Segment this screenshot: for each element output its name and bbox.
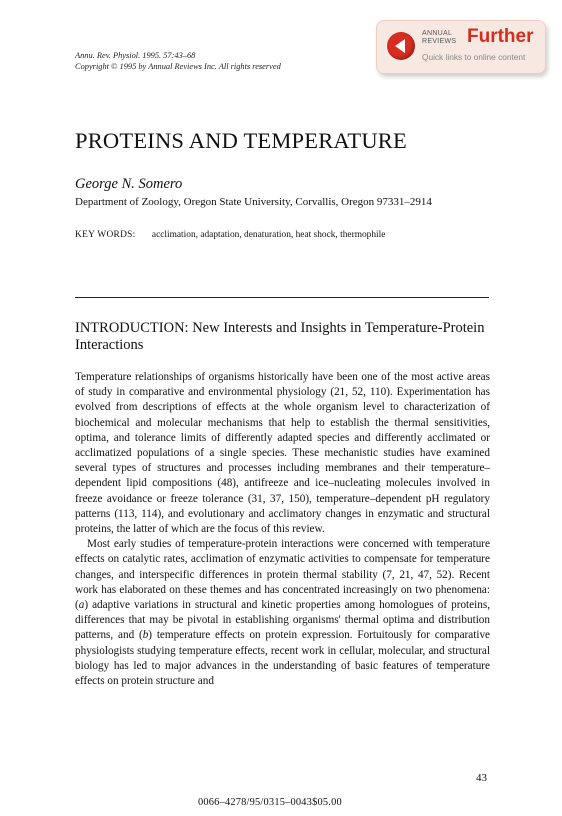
badge-tagline: Quick links to online content xyxy=(422,52,526,62)
play-arrow-icon xyxy=(387,32,415,60)
article-title: PROTEINS AND TEMPERATURE xyxy=(75,128,407,153)
article-body xyxy=(75,370,490,689)
badge-annual-text: ANNUAL xyxy=(422,30,453,37)
citation-line-2: Copyright © 1995 by Annual Reviews Inc. All rights reserved xyxy=(75,62,281,71)
list-marker-a: a xyxy=(78,599,85,612)
article-fee-code: 0066–4278/95/0315–0043$05.00 xyxy=(198,797,342,808)
journal-citation xyxy=(75,50,281,72)
author-name: George N. Somero xyxy=(75,176,183,192)
keywords-list: acclimation, adaptation, denaturation, heat shock, thermophile xyxy=(151,230,386,240)
paragraph-2-part-c: ) temperature effects on protein expression. Fortuitously for comparative physiologists studying temperature effects, recent work in cellular, molecular, and structural biology has led to major advances in the understanding of basic features of temperature effects on protein structure and xyxy=(75,629,491,688)
keywords xyxy=(75,230,385,240)
section-divider xyxy=(75,297,489,298)
author-affiliation: Department of Zoology, Oregon State University, Corvallis, Oregon 97331–2914 xyxy=(75,196,432,208)
page-number: 43 xyxy=(476,772,487,784)
badge-reviews-text: REVIEWS xyxy=(422,38,457,45)
keywords-label: KEY WORDS: xyxy=(75,230,136,240)
section-heading: INTRODUCTION: New Interests and Insights in Temperature-Protein Interactions xyxy=(75,320,485,353)
paragraph-2-part-a: Most early studies of temperature-protein interactions were concerned with temperature effects on catalytic rates, acclimation of enzymatic activities to compensate for temperature changes, and interspecific differences in protein thermal stability (7, 21, 47, 52). Recent work has elaborated on these themes and has concentrated increasingly on two phenomena: ( xyxy=(75,538,490,612)
citation-line-1: Annu. Rev. Physiol. 1995. 57:43–68 xyxy=(75,51,196,60)
badge-publisher-name xyxy=(422,30,462,46)
annual-reviews-further-badge[interactable] xyxy=(376,20,546,74)
list-marker-b: b xyxy=(142,629,149,642)
body-paragraph-1: Temperature relationships of organisms historically have been one of the most active areas of study in comparative and environmental physiology (21, 52, 110). Experimentation has evolved from descriptions of effects at the whole organism level to characterization of biochemical and molecular mechanisms that help to establish the thermal sensitivities, optima, and tolerance limits of differently adapted species and differently acclimated or acclimatized populations of a single species. These mechanistic studies have examined several types of structures and processes including membranes and their temperature–dependent lipid compositions (48), antifreeze and ice–nucleating molecules involved in freeze avoidance or freeze tolerance (31, 37, 150), temperature–dependent pH regulatory patterns (113, 114), and evolutionary and acclimatory changes in enzymatic and structural proteins, the latter of which are the focus of this review. xyxy=(75,371,490,536)
paragraph-2-part-b: ) adaptive variations in structural and kinetic properties among homologues of proteins, differences that may be pivotal in establishing organisms' thermal optima and distribution patterns, and ( xyxy=(75,599,490,642)
badge-further-text: Further xyxy=(467,26,534,47)
body-paragraph-2 xyxy=(75,537,490,689)
